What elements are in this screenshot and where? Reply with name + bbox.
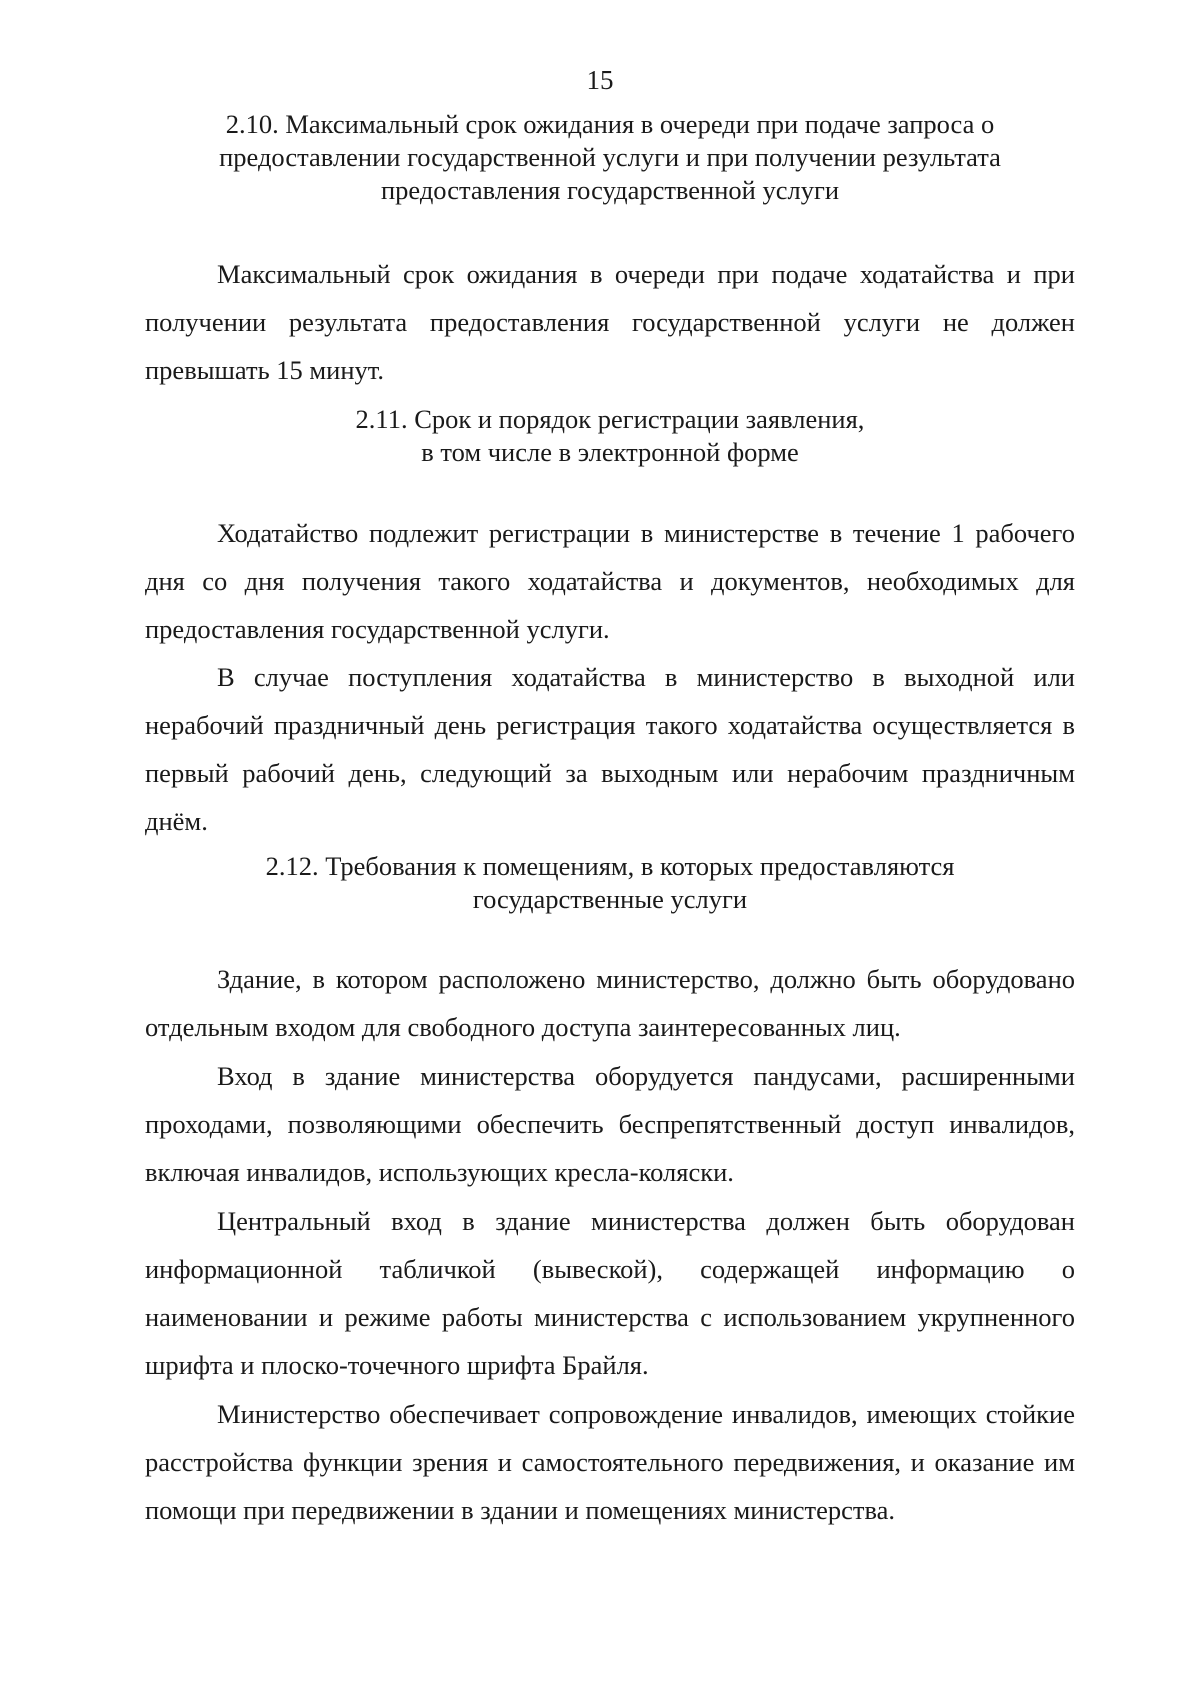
heading-line: предоставлении государственной услуги и при получении результата [219,142,1001,172]
paragraph-signage: Центральный вход в здание министерства должен быть оборудован информационной табличкой (вывеской), содержащей информацию о наименовании и режиме работы министерства с использованием укрупненного шрифта и плоско-точечного шрифта Брайля. [145,1206,1075,1380]
document-body [145,108,1075,1534]
page-number: 15 [586,65,614,95]
paragraph-building-entrance: Здание, в котором расположено министерство, должно быть оборудовано отдельным входом для свободного доступа заинтересованных лиц. [145,964,1075,1042]
heading-line: государственные услуги [472,884,748,914]
heading-line: 2.11. Срок и порядок регистрации заявления, [355,404,865,434]
paragraph-assistance: Министерство обеспечивает сопровождение инвалидов, имеющих стойкие расстройства функции зрения и самостоятельного передвижения, и оказание им помощи при передвижении в здании и помещениях министерства. [145,1399,1075,1525]
paragraph-registration: Ходатайство подлежит регистрации в министерстве в течение 1 рабочего дня со дня получения такого ходатайства и документов, необходимых для предоставления государственной услуги. [145,518,1075,644]
heading-line: 2.12. Требования к помещениям, в которых предоставляются [265,851,955,881]
section-heading-2-12 [145,850,1075,916]
paragraph-waiting-time: Максимальный срок ожидания в очереди при подаче ходатайства и при получении результата предоставления государственной услуги не должен превышать 15 минут. [145,259,1075,385]
section-heading-2-11 [145,403,1075,469]
heading-line: в том числе в электронной форме [421,437,799,467]
heading-line: 2.10. Максимальный срок ожидания в очереди при подаче запроса о [225,109,995,139]
paragraph-ramps: Вход в здание министерства оборудуется пандусами, расширенными проходами, позволяющими обеспечить беспрепятственный доступ инвалидов, включая инвалидов, использующих кресла-коляски. [145,1061,1075,1187]
section-heading-2-10 [145,108,1075,207]
paragraph-holiday-registration: В случае поступления ходатайства в министерство в выходной или нерабочий праздничный день регистрация такого ходатайства осуществляется в первый рабочий день, следующий за выходным или нерабочим праздничным днём. [145,662,1075,836]
heading-line: предоставления государственной услуги [380,175,840,205]
